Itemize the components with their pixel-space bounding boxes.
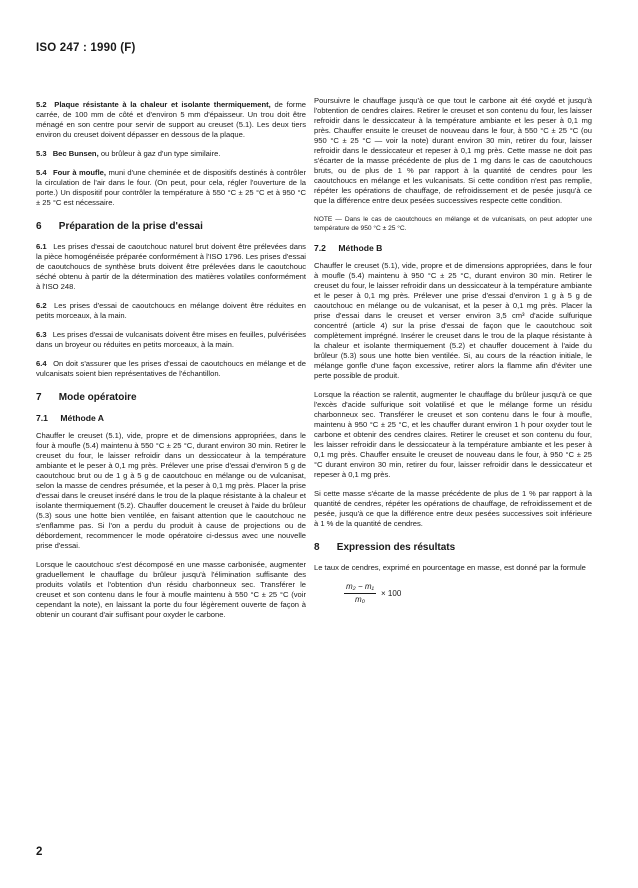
clause-text: Les prises d'essai de caoutchouc naturel brut doivent être prélevées dans la pièce homogénéisée préparée conformément à l'ISO 1796. Les prises d'essai de caoutchoucs de synthèse bruts doivent être prélevées dans le caoutchouc séché obtenu à partir de la détermination des matières volatiles conformément à l'ISO 248. bbox=[36, 242, 306, 291]
clause-5-3 bbox=[36, 149, 306, 159]
subsection-title: Méthode A bbox=[60, 413, 104, 423]
right-column bbox=[314, 96, 592, 605]
page-number: 2 bbox=[36, 846, 43, 858]
method-a-paragraph-1: Chauffer le creuset (5.1), vide, propre et de dimensions appropriées, dans le four à moufle (5.4) maintenu à 550 °C ± 25 °C, durant environ 30 min. Retirer le creuset du four, le laisser refroidir dans un dessiccateur à la température ambiante et le peser à 0,1 mg près. Prélever une prise d'essai d'environ 5 g de caoutchouc brut ou de 1 g à 5 g de caoutchouc en mélange ou de vulcanisat, selon la masse de cendres présumée, et la peser à 0,1 mg près. Placer la prise d'essai dans le creuset inséré dans le trou de la plaque résistante à la chaleur et isolante thermiquement (5.2). Chauffer doucement le creuset à l'aide du brûleur (5.3) sous une hotte bien ventilée, en faisant attention que le caoutchouc ne s'enflamme pas. Si l'on a perdu du produit à cause de projections ou de débordement, recommencer le mode opératoire ci-dessus avec une nouvelle prise d'essai. bbox=[36, 431, 306, 550]
clause-number: 5.4 bbox=[36, 168, 47, 177]
clause-text: Les prises d'essai de caoutchoucs en mélange doivent être réduites en petits morceaux, à la main. bbox=[36, 301, 306, 320]
section-number: 8 bbox=[314, 542, 320, 553]
clause-title: Four à moufle, bbox=[53, 168, 107, 177]
formula-numerator: m₂ − m₁ bbox=[344, 582, 376, 594]
method-b-paragraph-1: Chauffer le creuset (5.1), vide, propre et de dimensions appropriées, dans le four à moufle (5.4) maintenu à 950 °C ± 25 °C, durant environ 30 min. Retirer le creuset du four, le laisser refroidir dans un dessiccateur à la température ambiante et le peser à 0,1 mg près. Prélever une prise d'essai d'environ 1 g à 5 g de caoutchouc en mélange ou de vulcanisat, et la peser à 0,1 mg près. Placer la prise d'essai dans le creuset et verser environ 3,5 cm³ d'acide sulfurique concentré (article 4) sur la prise d'essai de façon que le caoutchouc soit complètement imprégné. Insérer le creuset dans le trou de la plaque résistante à la chaleur et isolante thermiquement (5.2) et chauffer doucement à l'aide du brûleur (5.3) sous une hotte bien ventilée. Si, au cours de la réaction initiale, le mélange gonfle d'une façon excessive, retirer alors la flamme afin d'éviter une perte possible de produit. bbox=[314, 261, 592, 380]
method-a-paragraph-3: Poursuivre le chauffage jusqu'à ce que tout le carbone ait été oxydé et jusqu'à l'obtention de cendres claires. Retirer le creuset et son contenu du four, les laisser refroidir dans le dessiccateur à la température ambiante et les peser à 0,1 mg près. Chauffer ensuite le creuset de nouveau dans le four, à 550 °C ± 25 °C (ou 950 °C ± 25 °C — voir la note) durant environ 30 min, retirer du four, laisser refroidir dans le dessiccateur et repeser à 0,1 mg près. Cette masse ne doit pas s'écarter de la masse précédente de plus de 1 mg dans le cas de caoutchoucs bruts, ou de plus de 1 % par rapport à la quantité de cendres pour les caoutchoucs en mélange et les vulcanisats. Si cette condition n'est pas remplie, répéter les opérations de chauffage, de refroidissement et de pesée jusqu'à ce que la différence entre deux pesées successives respecte cette condition. bbox=[314, 96, 592, 205]
clause-5-2 bbox=[36, 100, 306, 140]
formula-denominator: m₀ bbox=[354, 595, 366, 604]
section-number: 7 bbox=[36, 392, 42, 403]
section-7-heading bbox=[36, 393, 306, 403]
clause-6-1 bbox=[36, 242, 306, 292]
section-6-heading bbox=[36, 222, 306, 232]
clause-text: ou brûleur à gaz d'un type similaire. bbox=[100, 149, 221, 158]
clause-number: 6.1 bbox=[36, 242, 47, 251]
clause-text: Les prises d'essai de vulcanisats doivent être mises en feuilles, pulvérisées dans un broyeur ou réduites en petits morceaux, à la main. bbox=[36, 330, 306, 349]
subsection-7-1-heading bbox=[36, 413, 306, 423]
clause-text: On doit s'assurer que les prises d'essai de caoutchoucs en mélange et de vulcanisats soient bien représentatives de l'échantillon. bbox=[36, 359, 306, 378]
clause-6-3 bbox=[36, 330, 306, 350]
method-a-paragraph-2: Lorsque le caoutchouc s'est décomposé en une masse carbonisée, augmenter graduellement le chauffage du brûleur jusqu'à l'élimination suffisante des produits volatils et l'obtention d'un résidu charbonneux sec. Transférer le creuset et son contenu dans le four à moufle maintenu à 550 °C ± 25 °C (voir cependant la note), en laissant la porte du four légèrement ouverte de façon à obtenir un courant d'air suffisant pour oxyder le carbone. bbox=[36, 560, 306, 619]
method-b-paragraph-3: Si cette masse s'écarte de la masse précédente de plus de 1 % par rapport à la quantité de cendres, répéter les opérations de chauffage, de refroidissement et de pesée, jusqu'à ce que la différence entre deux pesées successives soit inférieure à 1 % de la quantité de cendres. bbox=[314, 489, 592, 528]
section-8-heading bbox=[314, 543, 592, 553]
page-header: ISO 247 : 1990 (F) bbox=[36, 42, 136, 54]
subsection-number: 7.1 bbox=[36, 413, 48, 423]
subsection-7-2-heading bbox=[314, 243, 592, 253]
clause-number: 6.3 bbox=[36, 330, 47, 339]
ash-formula bbox=[344, 582, 592, 605]
results-paragraph: Le taux de cendres, exprimé en pourcentage en masse, est donné par la formule bbox=[314, 563, 586, 572]
left-column bbox=[36, 100, 306, 629]
section-title: Expression des résultats bbox=[336, 542, 456, 553]
clause-text: de forme carrée, de 100 mm de côté et d'environ 5 mm d'épaisseur. Un trou doit être ménagé en son centre pour servir de support au creuset (5.1). Les deux tiers environ du creuset doivent dépasser en dessous de la plaque. bbox=[36, 100, 306, 139]
clause-text: muni d'une cheminée et de dispositifs destinés à contrôler la circulation de l'air dans le four. (On peut, pour cela, régler l'ouverture de la porte.) Un dispositif pour contrôler la température à 550 °C ± 25 °C et à 950 °C ± 25 °C est nécessaire. bbox=[36, 168, 306, 207]
clause-6-4 bbox=[36, 359, 306, 379]
clause-title: Bec Bunsen, bbox=[52, 149, 99, 158]
clause-title: Plaque résistante à la chaleur et isolante thermiquement, bbox=[54, 100, 271, 109]
section-number: 6 bbox=[36, 221, 42, 232]
subsection-title: Méthode B bbox=[338, 243, 383, 253]
clause-number: 6.4 bbox=[36, 359, 47, 368]
section-title: Mode opératoire bbox=[58, 392, 137, 403]
formula-factor: × 100 bbox=[381, 588, 402, 598]
note: NOTE — Dans le cas de caoutchoucs en mélange et de vulcanisats, on peut adopter une température de 950 °C ± 25 °C. bbox=[314, 216, 592, 232]
formula-fraction bbox=[344, 582, 376, 605]
subsection-number: 7.2 bbox=[314, 243, 326, 253]
section-title: Préparation de la prise d'essai bbox=[58, 221, 203, 232]
clause-number: 5.2 bbox=[36, 100, 47, 109]
clause-number: 5.3 bbox=[36, 149, 47, 158]
method-b-paragraph-2: Lorsque la réaction se ralentit, augmenter le chauffage du brûleur jusqu'à ce que l'excès d'acide sulfurique soit volatilisé et que le mélange forme un résidu charbonneux sec. Transférer le creuset et son contenu dans le four à moufle, maintenu à 950 °C ± 25 °C, et les chauffer durant environ 1 h pour oxyder tout le carbone et obtenir des cendres claires. Retirer le creuset et son contenu du four, les laisser refroidir dans le dessiccateur à la température ambiante et les peser à 0,1 mg près. Chauffer ensuite le creuset de nouveau dans le four, à 950 °C ± 25 °C durant environ 30 min, retirer du four, laisser refroidir dans le dessiccateur et repeser à 0,1 mg près. bbox=[314, 390, 592, 479]
clause-number: 6.2 bbox=[36, 301, 47, 310]
clause-6-2 bbox=[36, 301, 306, 321]
clause-5-4 bbox=[36, 168, 306, 208]
